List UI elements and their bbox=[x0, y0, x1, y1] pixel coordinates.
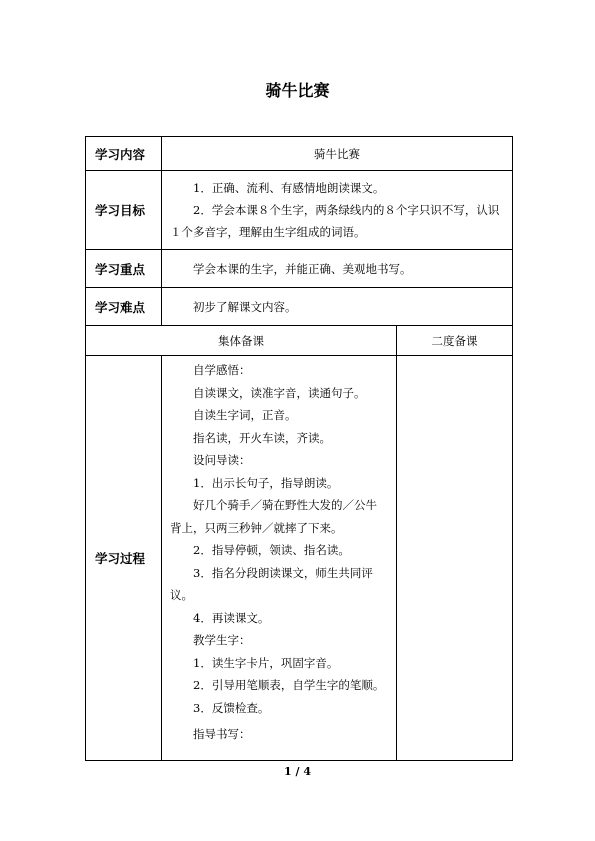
process-line: 自读课文，读准字音，读通句子。 bbox=[193, 385, 366, 400]
process-line: 2．指导停顿，领读、指名读。 bbox=[193, 543, 350, 557]
lesson-plan-table bbox=[85, 136, 513, 761]
goal-item: 1．正确、流利、有感情地朗读课文。 bbox=[193, 181, 385, 195]
label-difficulty: 学习难点 bbox=[86, 288, 162, 326]
page-number: 1 / 4 bbox=[284, 765, 311, 778]
value-key: 学会本课的生字，并能正确、美观地书写。 bbox=[162, 250, 513, 288]
process-line: 4．再读课文。 bbox=[193, 610, 270, 625]
row-process bbox=[86, 356, 513, 761]
value-content: 骑牛比赛 bbox=[162, 137, 513, 171]
header-secondary: 二度备课 bbox=[397, 326, 513, 356]
row-content bbox=[86, 137, 513, 171]
secondary-prep-cell bbox=[397, 356, 513, 761]
row-goals bbox=[86, 171, 513, 250]
label-process: 学习过程 bbox=[86, 356, 162, 761]
process-line: 自读生字词，正音。 bbox=[193, 408, 297, 422]
process-line: 3．指名分段朗读课文，师生共同评议。 bbox=[170, 565, 373, 602]
row-key bbox=[86, 250, 513, 288]
goal-item: 2．学会本课８个生字，两条绿线内的８个字只识不写，认识１个多音字，理解由生字组成的词语。 bbox=[170, 203, 500, 239]
label-key: 学习重点 bbox=[86, 250, 162, 288]
process-line: 3．反馈检查。 bbox=[193, 700, 270, 715]
value-difficulty: 初步了解课文内容。 bbox=[162, 288, 513, 326]
process-line: 1．出示长句子，指导朗读。 bbox=[193, 475, 339, 490]
label-content: 学习内容 bbox=[86, 137, 162, 171]
row-column-headers bbox=[86, 326, 513, 356]
process-line: 1．读生字卡片，巩固字音。 bbox=[193, 655, 339, 670]
process-line: 设问导读： bbox=[193, 453, 251, 467]
process-line: 指名读，开火车读，齐读。 bbox=[193, 430, 331, 445]
header-collective: 集体备课 bbox=[86, 326, 397, 356]
process-line: 指导书写： bbox=[193, 727, 251, 741]
row-difficulty bbox=[86, 288, 513, 326]
value-goals bbox=[162, 171, 513, 250]
process-line: 2．引导用笔顺表，自学生字的笔顺。 bbox=[193, 678, 385, 692]
label-goals: 学习目标 bbox=[86, 171, 162, 250]
process-line: 自学感悟： bbox=[193, 363, 251, 377]
process-line: 好几个骑手／骑在野性大发的／公牛背上，只两三秒钟／就摔了下来。 bbox=[170, 498, 377, 535]
process-content bbox=[162, 356, 397, 761]
document-title: 骑牛比赛 bbox=[265, 81, 330, 100]
process-line: 教学生字： bbox=[193, 633, 251, 647]
